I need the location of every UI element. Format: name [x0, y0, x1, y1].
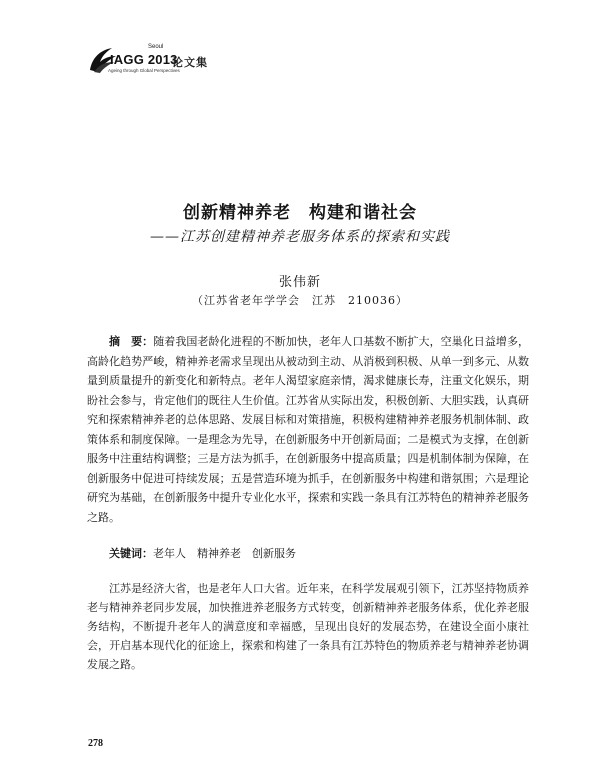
section-label: 论文集 [172, 56, 208, 69]
logo-brand: IAGG 2013 [110, 52, 178, 67]
keywords-text: 老年人 精神养老 创新服务 [153, 547, 296, 560]
body-paragraph: 江苏是经济大省，也是老年人口大省。近年来，在科学发展观引领下，江苏坚持物质养老与精神养老同步发展，加快推进养老服务方式转变，创新精神养老服务体系，优化养老服务结构，不断提升老年人的满意度和幸福感，呈现出良好的发展态势，在建设全面小康社会，开启基本现代化的征途上，探索和构建了一条具有江苏特色的物质养老与精神养老协调发展之路。 [87, 582, 529, 671]
paper-subtitle: ——江苏创建精神养老服务体系的探索和实践 [150, 229, 450, 245]
logo-city: Seoul [148, 44, 164, 50]
keywords [109, 545, 296, 561]
abstract-label: 摘 要： [109, 335, 154, 348]
author-name: 张伟新 [278, 275, 321, 290]
keywords-label: 关键词： [109, 547, 153, 560]
abstract-text: 随着我国老龄化进程的不断加快，老年人口基数不断扩大，空巢化日益增多，高龄化趋势严峻，精神养老需求呈现出从被动到主动、从消极到积极、从单一到多元、从数量到质量提升的新变化和新特点。老年人渴望家庭亲情，渴求健康长寿，注重文化娱乐，期盼社会参与，肯定他们的既往人生价值。江苏省从实际出发，积极创新、大胆实践，认真研究和探索精神养老的总体思路、发展目标和对策措施，积极构建精神养老服务机制体制、政策体系和制度保障。一是理念为先导，在创新服务中开创新局面；二是模式为支撑，在创新服务中注重结构调整；三是方法为抓手，在创新服务中提高质量；四是机制体制为保障，在创新服务中促进可持续发展；五是营造环境为抓手，在创新服务中构建和谐氛围；六是理论研究为基础，在创新服务中提升专业化水平，探索和实践一条具有江苏特色的精神养老服务之路。 [87, 335, 529, 524]
author-affiliation: （江苏省老年学学会 江苏 210036） [192, 294, 408, 307]
paper-title: 创新精神养老 构建和谐社会 [183, 203, 417, 223]
abstract [87, 332, 529, 527]
page-number: 278 [88, 738, 103, 749]
logo-tagline: Ageing through Global Perspectives [108, 68, 180, 73]
